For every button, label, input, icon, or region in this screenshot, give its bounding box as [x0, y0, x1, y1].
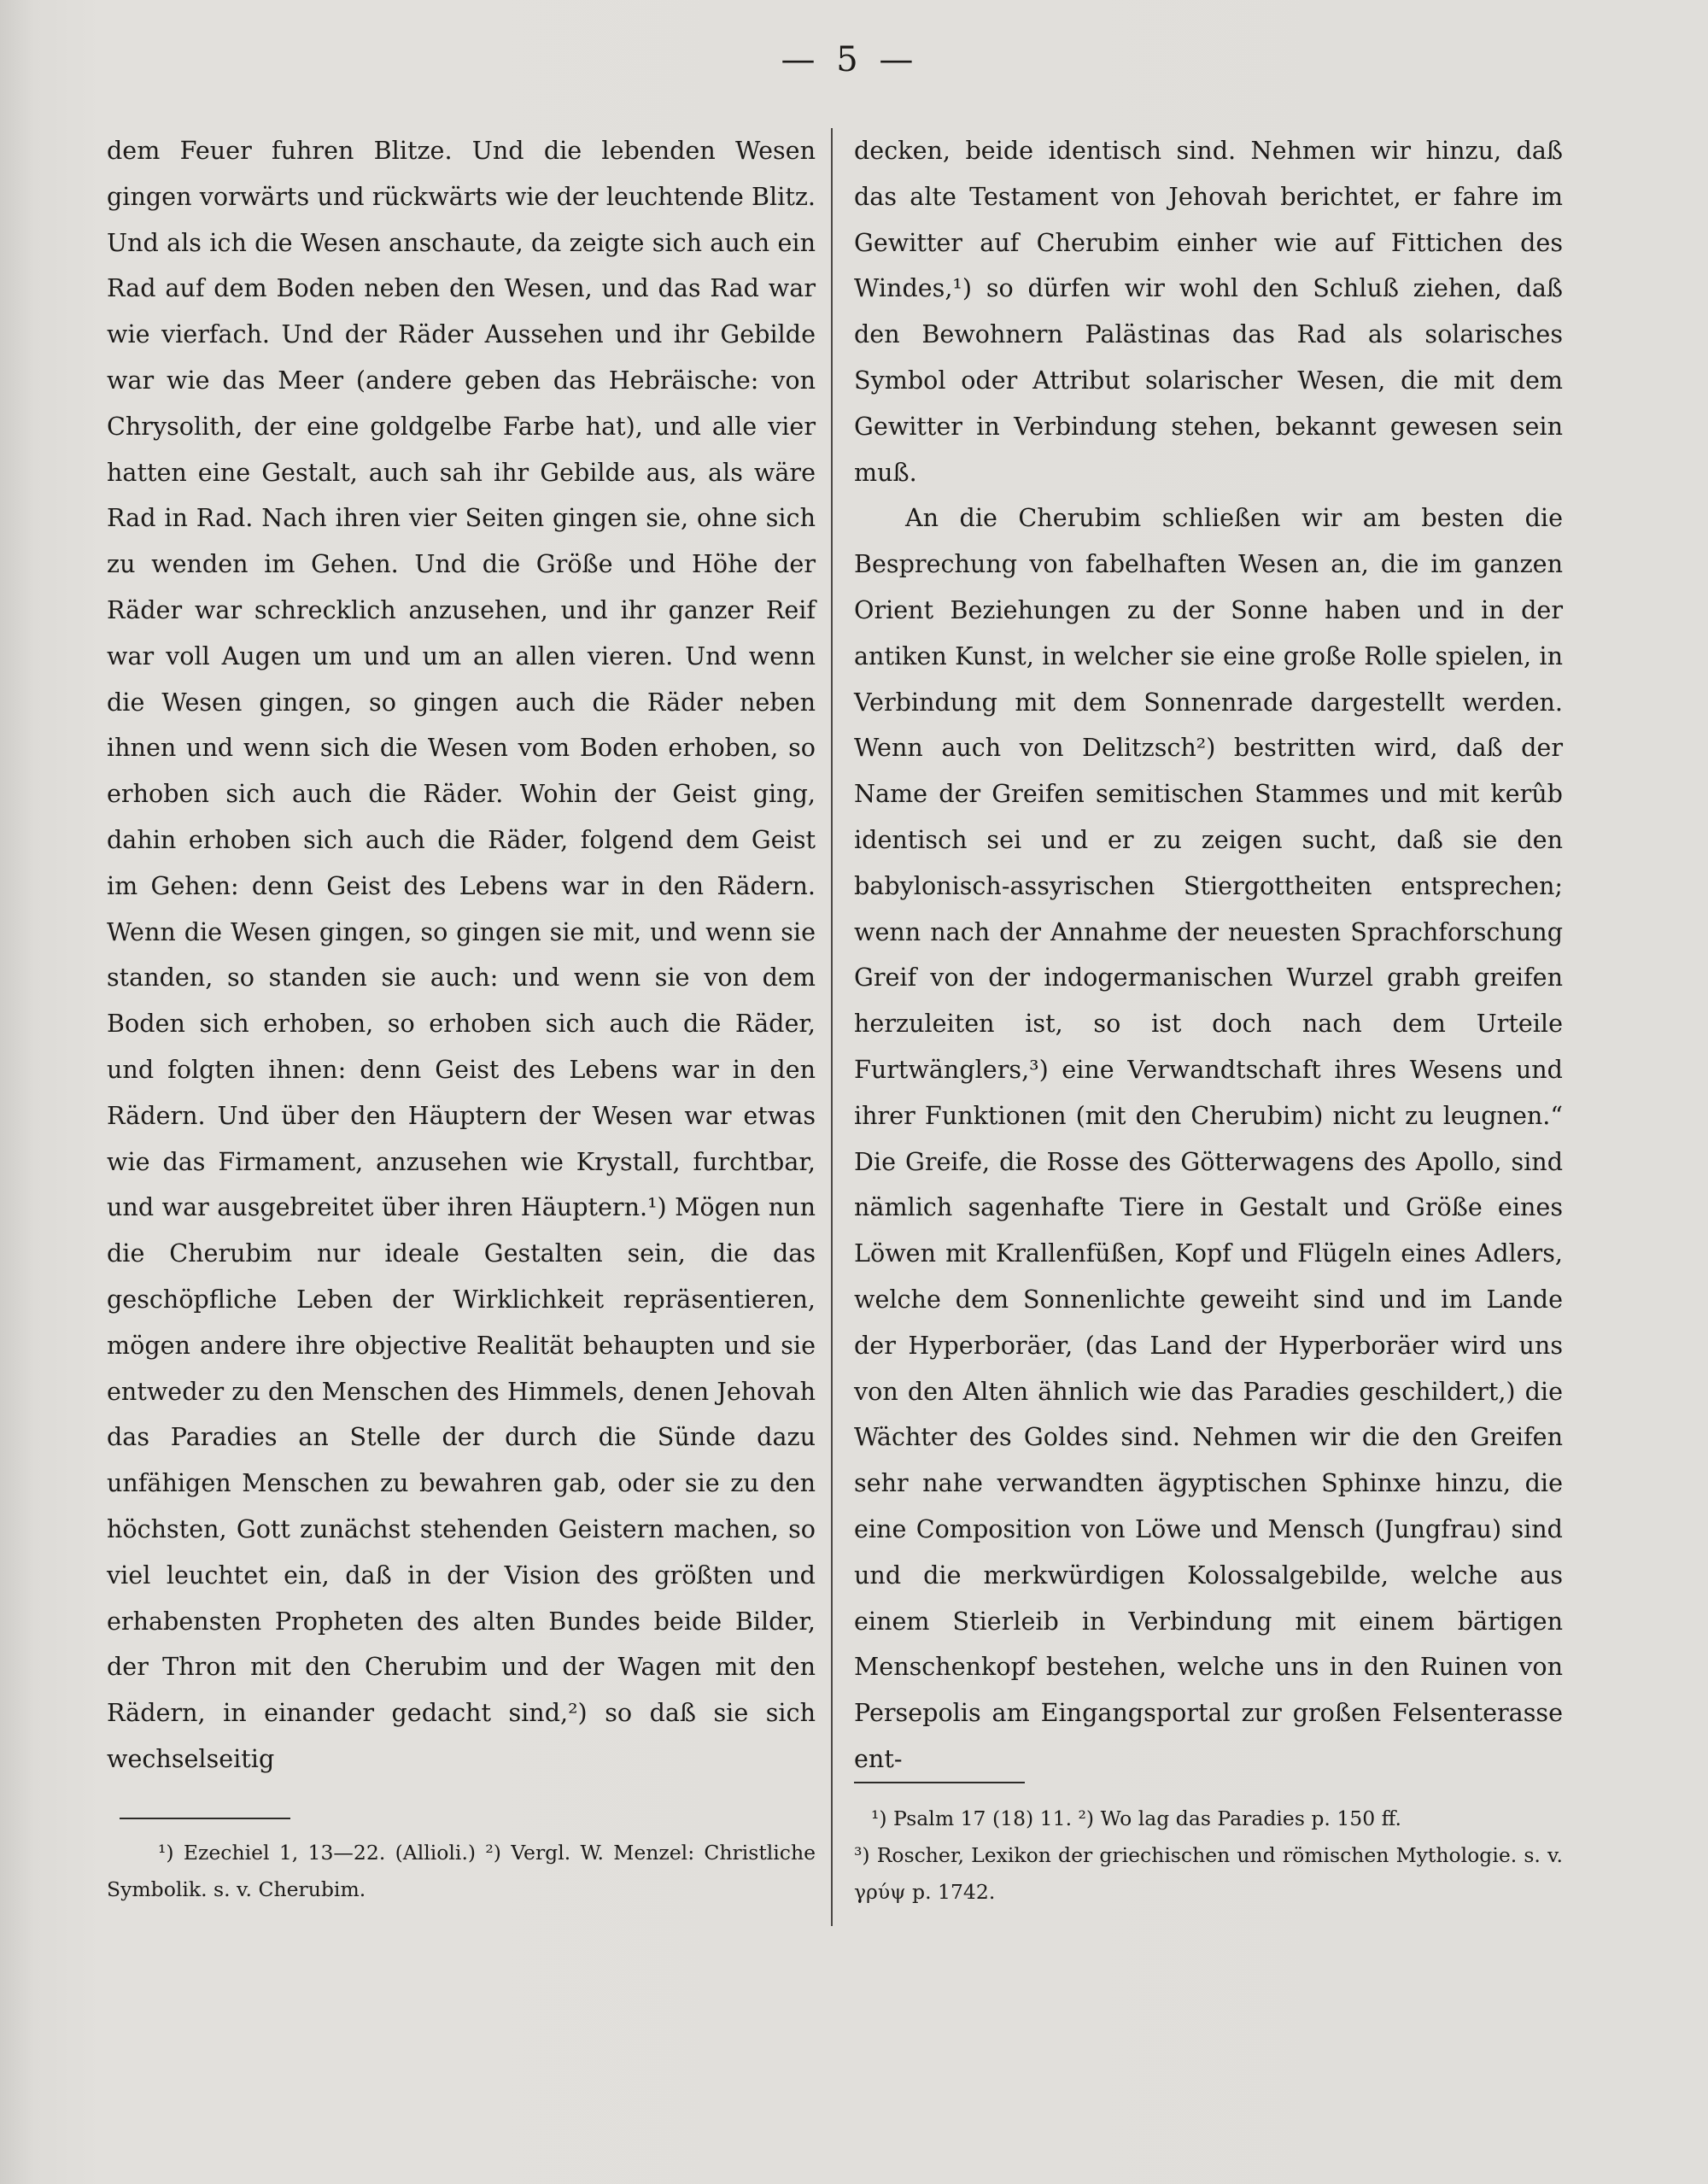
- footnote: ¹) Psalm 17 (18) 11. ²) Wo lag das Paradies p. 150 ff.: [871, 1806, 1402, 1830]
- footnote-separator: [854, 1782, 1025, 1783]
- footnotes-right: [854, 1800, 1563, 1911]
- page-number: — 5 —: [781, 40, 919, 79]
- column-divider: [831, 128, 833, 1926]
- left-column: [107, 128, 816, 1802]
- footnotes-left: [107, 1835, 816, 1908]
- right-column: [854, 128, 1563, 1802]
- footnote-separator: [120, 1818, 290, 1819]
- footnote: ³) Roscher, Lexikon der griechischen und römischen Mythologie. s. v. γρύψ p. 1742.: [854, 1843, 1563, 1904]
- footnote: ¹) Ezechiel 1, 13—22. (Allioli.) ²) Vergl. W. Menzel: Christliche Symbolik. s. v. Cherubim.: [107, 1841, 816, 1901]
- body-paragraph: decken, beide identisch sind. Nehmen wir hinzu, daß das alte Testament von Jehovah berichtet, er fahre im Gewitter auf Cherubim einher wie auf Fittichen des Windes,¹) so dürfen wir wohl den Schluß ziehen, daß den Bewohnern Palästinas das Rad als solarisches Symbol oder Attribut solarischer Wesen, die mit dem Gewitter in Verbindung stehen, bekannt gewesen sein muß.: [854, 136, 1563, 487]
- body-paragraph: dem Feuer fuhren Blitze. Und die lebenden Wesen gingen vorwärts und rückwärts wie der leuchtende Blitz. Und als ich die Wesen anschaute, da zeigte sich auch ein Rad auf dem Boden neben den Wesen, und das Rad war wie vierfach. Und der Räder Aussehen und ihr Gebilde war wie das Meer (andere geben das Hebräische: von Chrysolith, der eine goldgelbe Farbe hat), und alle vier hatten eine Gestalt, auch sah ihr Gebilde aus, als wäre Rad in Rad. Nach ihren vier Seiten gingen sie, ohne sich zu wenden im Gehen. Und die Größe und Höhe der Räder war schrecklich anzusehen, und ihr ganzer Reif war voll Augen um und um an allen vieren. Und wenn die Wesen gingen, so gingen auch die Räder neben ihnen und wenn sich die Wesen vom Boden erhoben, so erhoben sich auch die Räder. Wohin der Geist ging, dahin erhoben sich auch die Räder, folgend dem Geist im Gehen: denn Geist des Lebens war in den Rädern. Wenn die Wesen gingen, so gingen sie mit, und wenn sie standen, so standen sie auch: und wenn sie von dem Boden sich erhoben, so erhoben sich auch die Räder, und folgten ihnen: denn Geist des Lebens war in den Rädern. Und über den Häuptern der Wesen war etwas wie das Firmament, anzusehen wie Krystall, furchtbar, und war ausgebreitet über ihren Häuptern.¹) Mögen nun die Cherubim nur ideale Gestalten sein, die das geschöpfliche Leben der Wirklichkeit repräsentieren, mögen andere ihre objective Realität behaupten und sie entweder zu den Menschen des Himmels, denen Jehovah das Paradies an Stelle der durch die Sünde dazu unfähigen Menschen zu bewahren gab, oder sie zu den höchsten, Gott zunächst stehenden Geistern machen, so viel leuchtet ein, daß in der Vision des größten und erhabensten Propheten des alten Bundes beide Bilder, der Thron mit den Cherubim und der Wagen mit den Rädern, in einander gedacht sind,²) so daß sie sich wechselseitig: [107, 136, 816, 1773]
- body-paragraph: An die Cherubim schließen wir am besten die Besprechung von fabelhaften Wesen an, die im ganzen Orient Beziehungen zu der Sonne haben und in der antiken Kunst, in welcher sie eine große Rolle spielen, in Verbindung mit dem Sonnenrade dargestellt werden. Wenn auch von Delitzsch²) bestritten wird, daß der Name der Greifen semitischen Stammes und mit kerûb identisch sei und er zu zeigen sucht, daß sie den babylonisch-assyrischen Stiergottheiten entsprechen; wenn nach der Annahme der neuesten Sprachforschung Greif von der indogermanischen Wurzel grabh greifen herzuleiten ist, so ist doch nach dem Urteile Furtwänglers,³) eine Verwandtschaft ihres Wesens und ihrer Funktionen (mit den Cherubim) nicht zu leugnen.“ Die Greife, die Rosse des Götterwagens des Apollo, sind nämlich sagenhafte Tiere in Gestalt und Größe eines Löwen mit Krallenfüßen, Kopf und Flügeln eines Adlers, welche dem Sonnenlichte geweiht sind und im Lande der Hyperboräer, (das Land der Hyperboräer wird uns von den Alten ähnlich wie das Paradies geschildert,) die Wächter des Goldes sind. Nehmen wir die den Greifen sehr nahe verwandten ägyptischen Sphinxe hinzu, die eine Composition von Löwe und Mensch (Jungfrau) sind und die merkwürdigen Kolossalgebilde, welche aus einem Stierleib in Verbindung mit einem bärtigen Menschenkopf bestehen, welche uns in den Ruinen von Persepolis am Eingangsportal zur großen Felsenterasse ent-: [854, 503, 1563, 1773]
